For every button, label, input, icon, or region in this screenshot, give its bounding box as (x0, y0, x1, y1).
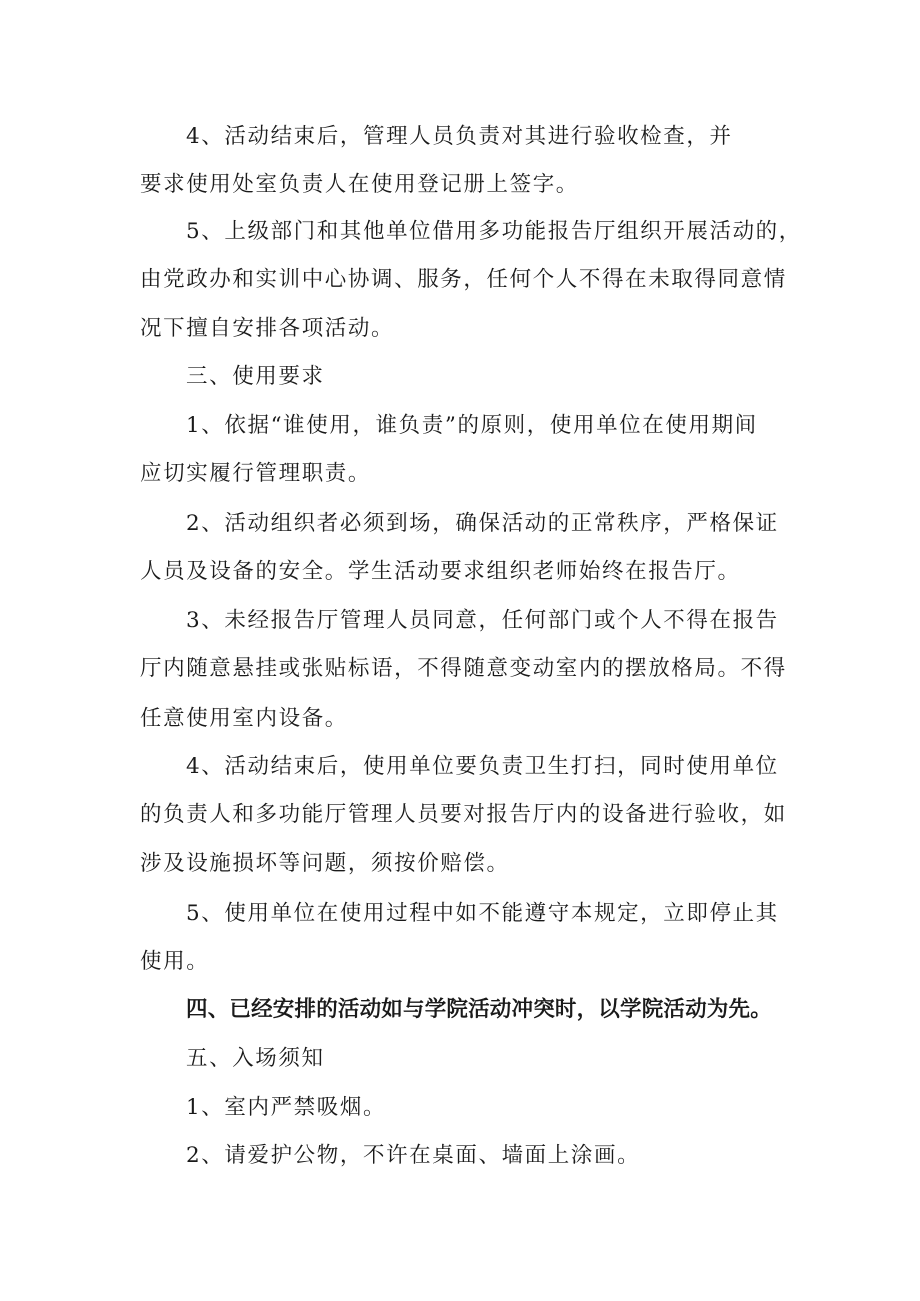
paragraph-line: 厅内随意悬挂或张贴标语，不得随意变动室内的摆放格局。不得 (140, 656, 787, 681)
paragraph-line: 4、活动结束后，使用单位要负责卫生打扫，同时使用单位 (186, 754, 779, 779)
paragraph-line: 5、使用单位在使用过程中如不能遵守本规定，立即停止其 (186, 901, 779, 926)
paragraph-line: 任意使用室内设备。 (140, 706, 348, 731)
section-heading: 五、入场须知 (186, 1046, 325, 1071)
paragraph-line: 1、依据“谁使用，谁负责”的原则，使用单位在使用期间 (186, 413, 758, 438)
section-heading: 四、已经安排的活动如与学院活动冲突时，以学院活动为先。 (186, 997, 772, 1022)
paragraph-line: 2、请爱护公物，不许在桌面、墙面上涂画。 (186, 1143, 641, 1168)
paragraph-line: 况下擅自安排各项活动。 (140, 316, 395, 341)
paragraph-line: 使用。 (140, 949, 210, 974)
paragraph-line: 应切实履行管理职责。 (140, 461, 372, 486)
paragraph-line: 要求使用处室负责人在使用登记册上签字。 (140, 172, 579, 197)
section-heading: 三、使用要求 (186, 364, 325, 389)
paragraph-line: 由党政办和实训中心协调、服务，任何个人不得在未取得同意情 (140, 267, 787, 292)
paragraph-line: 1、室内严禁吸烟。 (186, 1095, 387, 1120)
paragraph-line: 涉及设施损坏等问题，须按价赔偿。 (140, 851, 510, 876)
paragraph-line: 3、未经报告厅管理人员同意，任何部门或个人不得在报告 (186, 608, 779, 633)
paragraph-line: 人员及设备的安全。学生活动要求组织老师始终在报告厅。 (140, 559, 741, 584)
paragraph-line: 5、上级部门和其他单位借用多功能报告厅组织开展活动的， (186, 219, 802, 244)
paragraph-line: 4、活动结束后，管理人员负责对其进行验收检查，并 (186, 124, 733, 149)
paragraph-line: 的负责人和多功能厅管理人员要对报告厅内的设备进行验收，如 (140, 802, 787, 827)
paragraph-line: 2、活动组织者必须到场，确保活动的正常秩序，严格保证 (186, 511, 779, 536)
